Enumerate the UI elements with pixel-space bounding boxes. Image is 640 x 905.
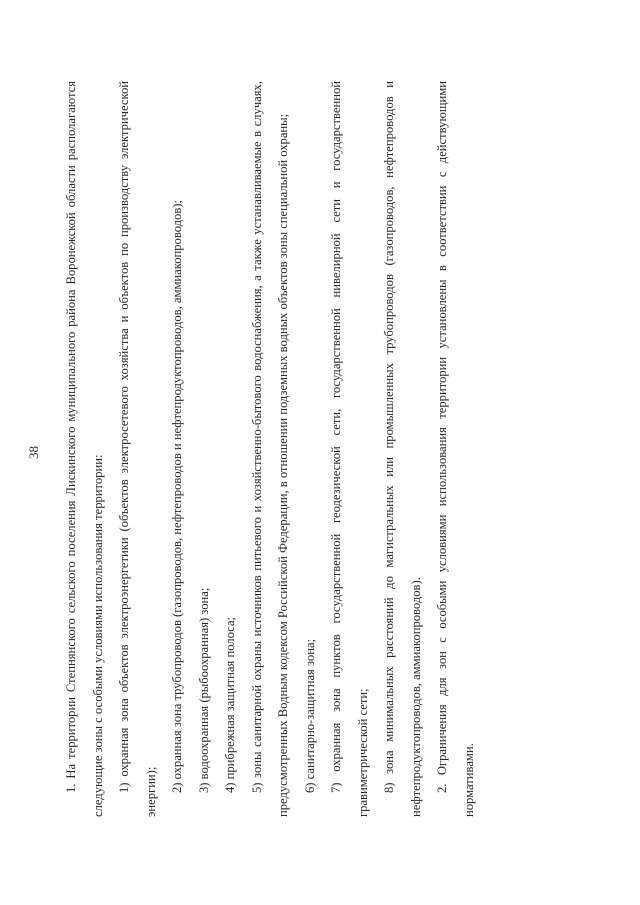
paragraph-intro: 1. На территории Степнянского сельского поселения Лискинского муниципального района Воронежской области располагаются следующие зоны с особыми условиями использования территории: [64,81,105,817]
list-item-8: 8) зона минимальных расстояний до магистральных или промышленных трубопроводов (газопроводов, нефтепроводов и нефтепродуктопроводов, аммиакопроводов). [382,81,423,817]
list-item-1: 1) охранная зона объектов электроэнергетики (объектов электросетевого хозяйства и объектов по производству электрической энергии); [117,81,158,817]
list-item-2: 2) охранная зона трубопроводов (газопроводов, нефтепроводов и нефтепродуктопроводов, аммиакопроводов); [170,200,184,793]
page-number: 38 [26,446,41,459]
list-item-6: 6) санитарно-защитная зона; [302,638,317,793]
list-item-7: 7) охранная зона пунктов государственной геодезической сети, государственной нивелирной сети и государственной гравиметрической сети; [329,81,370,817]
list-item-3: 3) водоохранная (рыбоохранная) зона; [196,587,211,793]
list-item-5: 5) зоны санитарной охраны источников питьевого и хозяйственно-бытового водоснабжения, а также устанавливаемые в случаях, предусмотренных Водным кодексом Российской Федерации, в отношении подземных водных объектов зоны специальной охраны; [249,81,290,817]
paragraph-restrictions: 2. Ограничения для зон с особыми условиями использования территории установлены в соответствии с действующими нормативами. [435,81,476,817]
list-item-4: 4) прибрежная защитная полоса; [223,616,237,793]
document-body [58,81,482,817]
